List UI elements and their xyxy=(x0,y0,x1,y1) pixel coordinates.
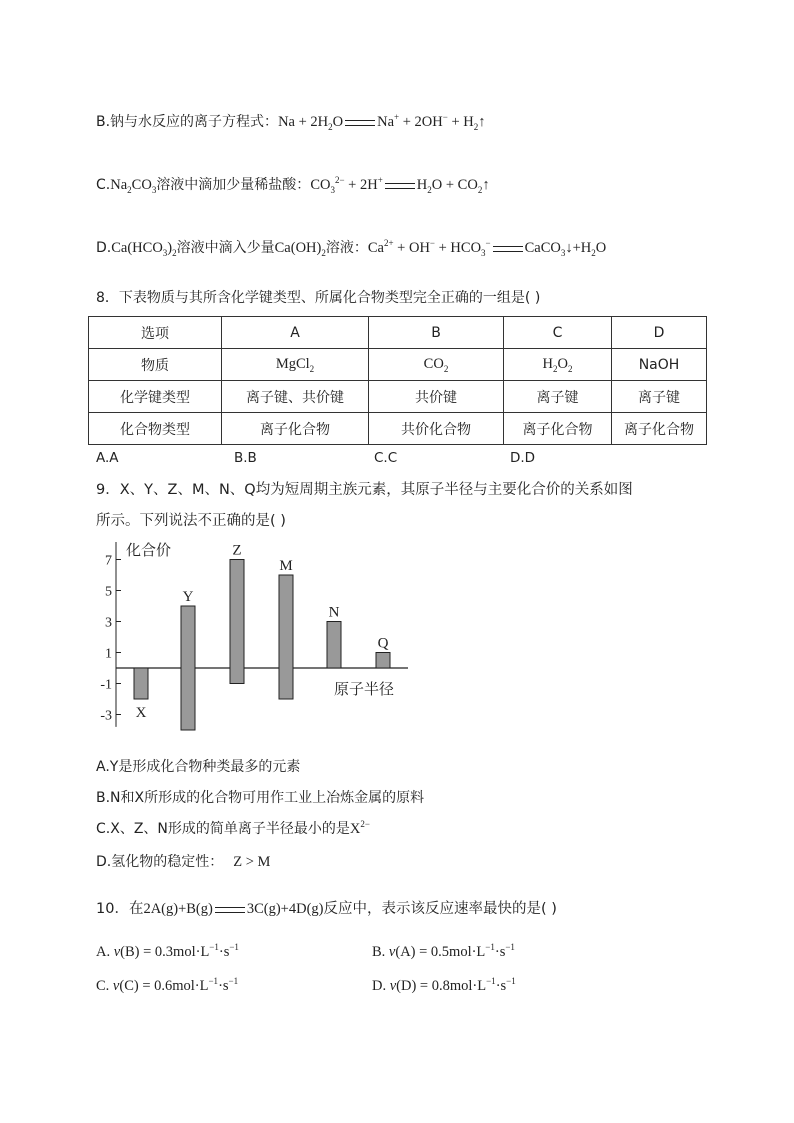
bar-label-q: Q xyxy=(377,635,389,652)
bar-label-n: N xyxy=(328,604,340,621)
q9-stem-line1: 9．X、Y、Z、M、N、Q均为短周期主族元素，其原子半径与主要化合价的关系如图 xyxy=(96,482,633,498)
q10-option-a[interactable]: A. $v(B) = 0.3mol\cdot L^{-1}\cdot s^{-1}$ xyxy=(96,942,239,960)
bar-m xyxy=(279,575,293,699)
bar-label-y: Y xyxy=(182,589,194,605)
table-row: 化合物类型 离子化合物 共价化合物 离子化合物 离子化合物 xyxy=(89,413,707,445)
table-row: 化学键类型 离子键、共价键 共价键 离子键 离子键 xyxy=(89,381,707,413)
q8-option-d[interactable]: D.D xyxy=(510,450,536,466)
y-tick-label: -3 xyxy=(100,708,112,724)
q8-option-b[interactable]: B.B xyxy=(234,450,257,466)
bar-label-m: M xyxy=(279,558,293,574)
q8-option-c[interactable]: C.C xyxy=(374,450,398,466)
formula-c: $CO_3^{2-} + 2H^+$ $H_2O$ + $CO_2↑$ xyxy=(310,175,490,195)
y-tick-label: 7 xyxy=(105,553,112,569)
bar-x xyxy=(134,668,148,699)
q8-table xyxy=(88,316,707,445)
q10-option-d[interactable]: D. $v(D) = 0.8mol\cdot L^{-1}\cdot s^{-1}$ xyxy=(372,976,516,994)
q7-option-b: B.钠与水反应的离子方程式：$Na + 2H_2O$ $Na^+ + 2OH^- + H_2↑$ xyxy=(96,112,486,132)
bar-y xyxy=(181,606,195,730)
y-axis-label: 化合价 xyxy=(126,543,172,559)
bar-label-z: Z xyxy=(232,542,242,559)
q10-stem: 10．在2A(g)+B(g) 3C(g)+4D(g)反应中，表示该反应速率最快的是( ) xyxy=(96,901,557,917)
bar-q xyxy=(376,653,390,669)
table-row: 物质 MgCl$_2$ $CO_2$ $H_2O_2$ NaOH xyxy=(89,349,707,381)
q9-stem-line2: 所示。下列说法不正确的是( ) xyxy=(96,513,286,529)
formula-b: $Na + 2H_2O$ $Na^+ + 2OH^- + H_2↑$ xyxy=(278,112,486,132)
bar-n xyxy=(327,622,341,669)
y-tick-label: 1 xyxy=(105,646,112,662)
y-tick-label: 3 xyxy=(105,615,112,631)
q10-option-c[interactable]: C. $v(C) = 0.6mol\cdot L^{-1}\cdot s^{-1}$ xyxy=(96,976,239,994)
q9-option-b[interactable]: B.N和X所形成的化合物可用作工业上冶炼金属的原料 xyxy=(96,790,425,806)
q9-option-a[interactable]: A.Y是形成化合物种类最多的元素 xyxy=(96,759,301,775)
q9-option-d[interactable]: D.氢化物的稳定性： Z > M xyxy=(96,854,271,870)
q10-option-b[interactable]: B. $v(A) = 0.5mol\cdot L^{-1}\cdot s^{-1}$ xyxy=(372,942,515,960)
q7-option-c: $C.Na_2CO_3$溶液中滴加少量稀盐酸：$CO_3^{2-} + 2H^+$ $H_2O$ + $CO_2↑$ xyxy=(96,175,490,195)
q8-option-a[interactable]: A.A xyxy=(96,450,119,466)
formula-d: $Ca^{2+} + OH^- + HCO_3^-$ $CaCO_3↓+H_2O$ xyxy=(367,238,607,258)
q8-stem: 8．下表物质与其所含化学键类型、所属化合物类型完全正确的一组是( ) xyxy=(96,290,541,306)
bar-label-x: X xyxy=(135,705,147,721)
y-tick-label: 5 xyxy=(105,584,112,600)
table-row: 选项 A B C D xyxy=(89,317,707,349)
y-tick-label: -1 xyxy=(100,677,112,693)
x-axis-label: 原子半径 xyxy=(334,682,395,698)
valence-chart xyxy=(96,538,416,738)
q8-options xyxy=(96,450,696,468)
bar-z xyxy=(230,560,244,684)
q7-option-d: $D.Ca(HCO_3)_2$溶液中滴入少量$Ca(OH)_2$溶液：$Ca^{2+} + OH^- + HCO_3^-$ $CaCO_3↓+H_2O$ xyxy=(96,238,607,258)
q9-option-c[interactable]: C.X、Z、N形成的简单离子半径最小的是$X^{2-}$ xyxy=(96,819,370,837)
